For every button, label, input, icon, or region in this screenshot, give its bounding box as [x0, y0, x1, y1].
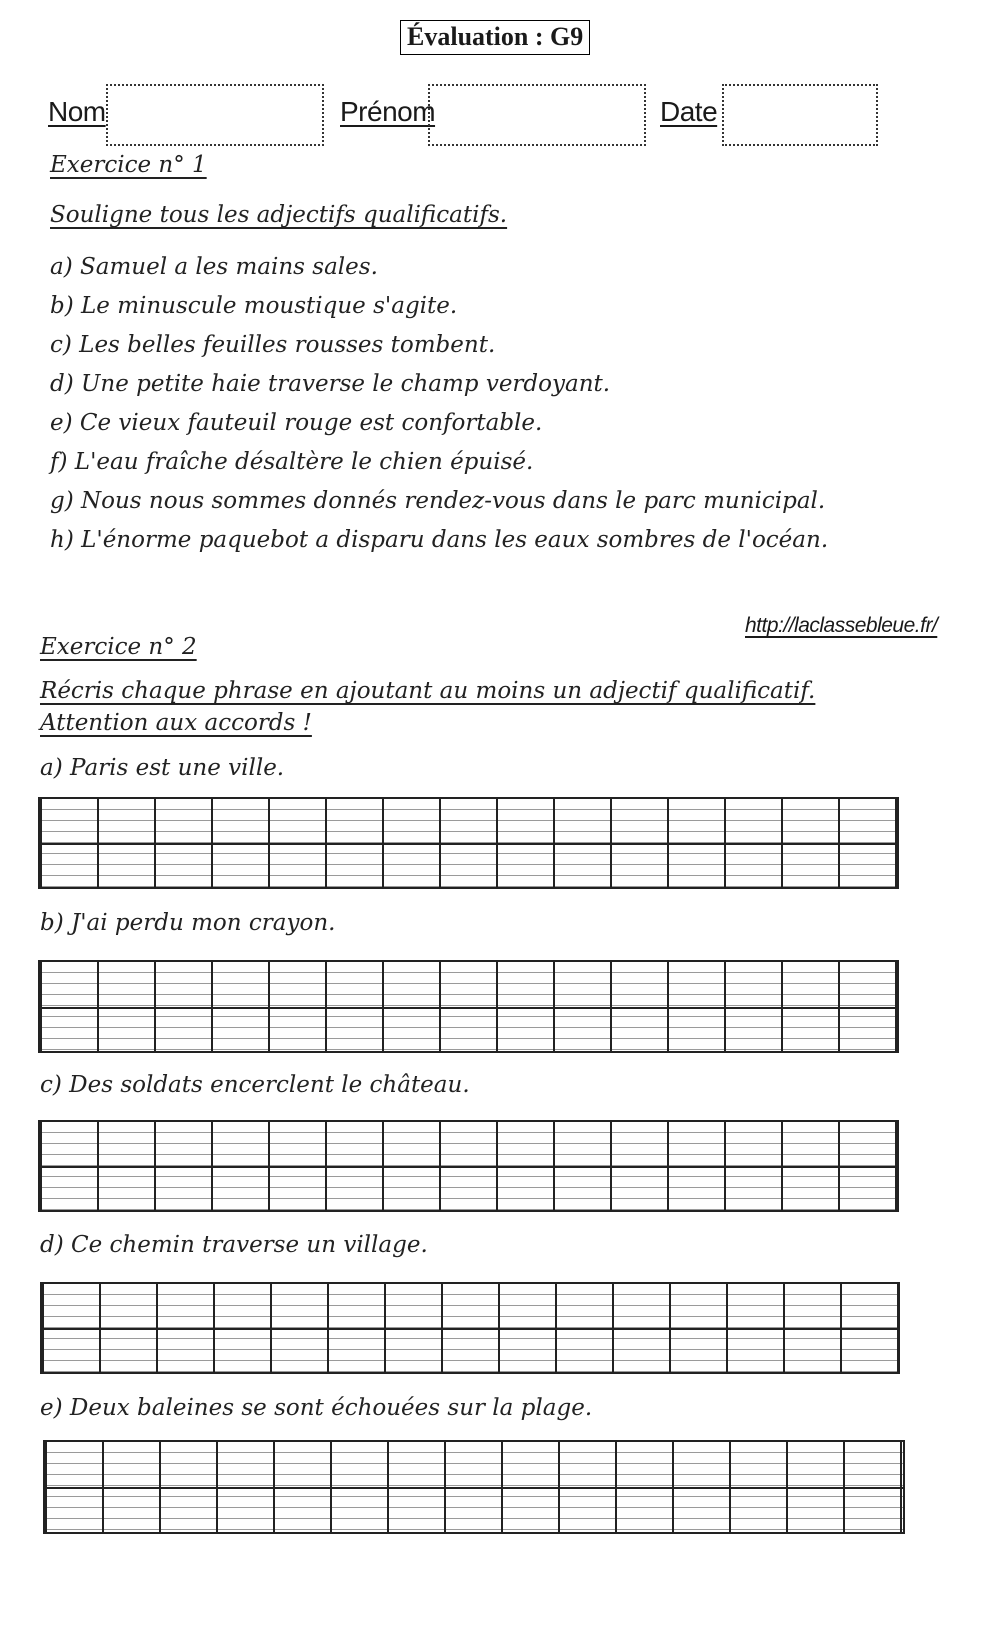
exercise-1-instruction: Souligne tous les adjectifs qualificatifs.: [50, 202, 508, 228]
date-field[interactable]: [722, 84, 878, 146]
exercise-1-sentence: g) Nous nous sommes donnés rendez-vous dans le parc municipal.: [50, 488, 826, 514]
exercise-1-sentence: h) L'énorme paquebot a disparu dans les eaux sombres de l'océan.: [50, 527, 829, 553]
exercise-1-sentence: e) Ce vieux fauteuil rouge est confortable.: [50, 410, 543, 436]
exercise-1-sentence: a) Samuel a les mains sales.: [50, 254, 378, 280]
date-label: Date: [660, 96, 718, 127]
grid-baseline: [42, 1328, 898, 1330]
prenom-field[interactable]: [428, 84, 646, 146]
writing-grid[interactable]: [43, 1440, 905, 1534]
grid-baseline: [40, 843, 897, 845]
exercise-1-sentence: b) Le minuscule moustique s'agite.: [50, 293, 458, 319]
writing-grid[interactable]: [38, 960, 899, 1053]
exercise-1-title: Exercice n° 1: [50, 152, 207, 178]
exercise-2-sentence: a) Paris est une ville.: [40, 755, 285, 781]
exercise-1-sentence: d) Une petite haie traverse le champ verdoyant.: [50, 371, 611, 397]
grid-baseline: [45, 1487, 903, 1489]
writing-grid[interactable]: [40, 1282, 900, 1374]
grid-baseline: [40, 1007, 897, 1009]
exercise-2-instruction-line1: Récris chaque phrase en ajoutant au moins un adjectif qualificatif.: [40, 678, 816, 704]
source-url: http://laclassebleue.fr/: [745, 614, 938, 637]
exercise-1-sentence: c) Les belles feuilles rousses tombent.: [50, 332, 496, 358]
exercise-1-sentence: f) L'eau fraîche désaltère le chien épuisé.: [50, 449, 534, 475]
page-title: Évaluation : G9: [400, 20, 590, 55]
exercise-2-sentence: c) Des soldats encerclent le château.: [40, 1072, 470, 1098]
writing-grid[interactable]: [38, 797, 899, 889]
grid-baseline: [40, 1166, 897, 1168]
writing-grid[interactable]: [38, 1120, 899, 1212]
prenom-label: Prénom: [340, 96, 436, 127]
exercise-2-sentence: e) Deux baleines se sont échouées sur la plage.: [40, 1395, 593, 1421]
exercise-2-sentence: b) J'ai perdu mon crayon.: [40, 910, 336, 936]
nom-label: Nom: [48, 96, 106, 127]
exercise-2-title: Exercice n° 2: [40, 634, 197, 660]
nom-field[interactable]: [106, 84, 324, 146]
exercise-2-instruction-line2: Attention aux accords !: [40, 710, 312, 736]
exercise-2-sentence: d) Ce chemin traverse un village.: [40, 1232, 428, 1258]
